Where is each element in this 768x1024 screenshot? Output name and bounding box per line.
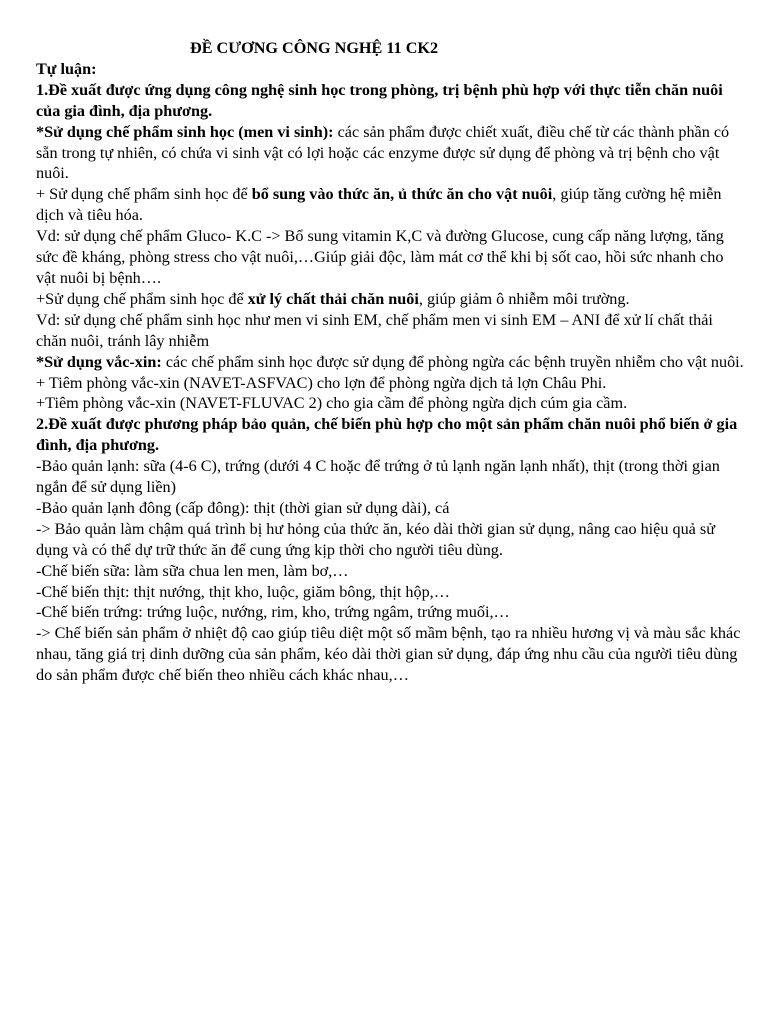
section-heading <box>36 59 744 80</box>
waste-paragraph <box>36 289 744 310</box>
meat-processing: -Chế biến thịt: thịt nướng, thịt kho, luộc, giăm bông, thịt hộp,… <box>36 582 450 601</box>
question-1-heading-text: 1.Đề xuất được ứng dụng công nghệ sinh học trong phòng, trị bệnh phù hợp với thực tiễn chăn nuôi của gia đình, địa phương. <box>36 80 723 120</box>
egg-processing: -Chế biến trứng: trứng luộc, nướng, rim, kho, trứng ngâm, trứng muối,… <box>36 603 510 622</box>
question-2-heading <box>36 414 744 456</box>
question-1-heading <box>36 80 744 122</box>
feed-example: Vd: sử dụng chế phẩm Gluco- K.C -> Bổ sung vitamin K,C và đường Glucose, cung cấp năng lượng, tăng sức đề kháng, phòng stress cho vật nuôi,…Giúp giải độc, làm mát cơ thể khi bị sốt cao, hồi sức nhanh cho vật nuôi bị bệnh…. <box>36 227 724 287</box>
document-title: ĐỀ CƯƠNG CÔNG NGHỆ 11 CK2 <box>190 39 439 57</box>
vaccine-pig: + Tiêm phòng vắc-xin (NAVET-ASFVAC) cho lợn để phòng ngừa dịch tả lợn Châu Phi. <box>36 373 607 392</box>
vaccine-poultry: +Tiêm phòng vắc-xin (NAVET-FLUVAC 2) cho gia cầm để phòng ngừa dịch cúm gia cầm. <box>36 394 628 413</box>
question-2-heading-text: 2.Đề xuất được phương pháp bảo quản, chế biến phù hợp cho một sản phẩm chăn nuôi phổ biến ở gia đình, địa phương. <box>36 415 738 455</box>
vaccine-definition: các chế phẩm sinh học được sử dụng để phòng ngừa các bệnh truyền nhiễm cho vật nuôi. <box>161 352 744 371</box>
section-heading-text: Tự luận: <box>36 59 97 78</box>
probiotic-term: *Sử dụng chế phẩm sinh học (men vi sinh): <box>36 122 334 141</box>
preservation-benefit: -> Bảo quản làm chậm quá trình bị hư hỏng của thức ăn, kéo dài thời gian sử dụng, nâng cao hiệu quả sử dụng và có thể dự trữ thức ăn để cung ứng kịp thời cho người tiêu dùng. <box>36 519 715 559</box>
waste-post: , giúp giảm ô nhiễm môi trường. <box>418 289 630 308</box>
feed-paragraph <box>36 184 744 226</box>
probiotic-definition: các sản phẩm được chiết xuất, điều chế từ các thành phần có sẵn trong tự nhiên, có chứa vi sinh vật có lợi hoặc các enzyme được sử dụng để phòng và trị bệnh cho vật nuôi. <box>36 122 730 183</box>
vaccine-paragraph <box>36 352 744 373</box>
waste-example: Vd: sử dụng chế phẩm sinh học như men vi sinh EM, chế phẩm men vi sinh EM – ANI để xử lí chất thải chăn nuôi, tránh lây nhiễm <box>36 310 713 350</box>
feed-bold: bổ sung vào thức ăn, ủ thức ăn cho vật nuôi <box>251 185 553 204</box>
milk-processing: -Chế biến sữa: làm sữa chua len men, làm bơ,… <box>36 561 349 580</box>
vaccine-term: *Sử dụng vắc-xin: <box>36 352 162 371</box>
cold-storage: -Bảo quản lạnh: sữa (4-6 C), trứng (dưới 4 C hoặc để trứng ở tủ lạnh ngăn lạnh nhất), thịt (trong thời gian ngắn để sử dụng liền) <box>36 457 720 497</box>
feed-pre: + Sử dụng chế phẩm sinh học để <box>36 185 252 204</box>
probiotic-paragraph <box>36 122 744 185</box>
waste-pre: +Sử dụng chế phẩm sinh học để <box>36 289 248 308</box>
feed-post: , giúp tăng cường hệ miễn dịch và tiêu hóa. <box>36 185 722 225</box>
waste-bold: xử lý chất thải chăn nuôi <box>247 289 419 308</box>
processing-benefit: -> Chế biến sản phẩm ở nhiệt độ cao giúp tiêu diệt một số mầm bệnh, tạo ra nhiều hương vị và màu sắc khác nhau, tăng giá trị dinh dưỡng của sản phẩm, kéo dài thời gian sử dụng, đáp ứng nhu cầu của người tiêu dùng do sản phẩm được chế biến theo nhiều cách khác nhau,… <box>36 624 741 685</box>
frozen-storage: -Bảo quản lạnh đông (cấp đông): thịt (thời gian sử dụng dài), cá <box>36 498 450 517</box>
